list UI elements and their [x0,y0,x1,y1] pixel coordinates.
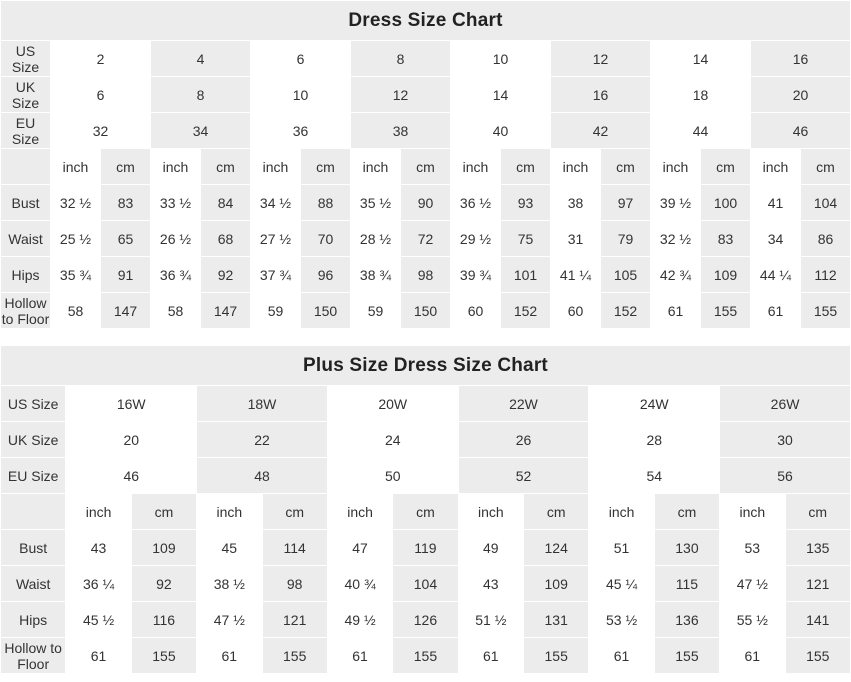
unit-cell: inch [589,494,654,530]
unit-cell: inch [720,494,785,530]
cell-value: 10 [251,77,351,113]
cell-value: 109 [131,530,196,566]
row-header: Hollow to Floor [1,294,50,327]
cell-value: 45 ½ [66,602,131,638]
unit-cell: cm [701,149,751,185]
cell-value: 46 [751,113,851,149]
cell-value: 61 [720,638,785,674]
table-row [1,638,851,674]
cell-value: 53 ½ [589,602,654,638]
table-row [1,422,851,458]
cell-value: 75 [501,221,551,257]
cell-value: 16 [751,41,851,77]
table-row [1,41,851,77]
cell-value: 98 [262,566,327,602]
cell-value: 52 [458,458,589,494]
unit-cell: cm [785,494,851,530]
cell-value: 38 [351,113,451,149]
table-row [1,566,851,602]
cell-value: 41 ¼ [551,257,601,293]
table-row [1,530,851,566]
cell-value: 86 [801,221,851,257]
cell-value: 61 [327,638,392,674]
cell-value: 155 [785,638,851,674]
cell-value: 59 [351,293,401,329]
row-header: US Size [1,41,51,77]
cell-value: 61 [66,638,131,674]
row-header [1,149,51,185]
cell-value: 12 [351,77,451,113]
cell-value: 51 ½ [458,602,523,638]
unit-cell: cm [601,149,651,185]
cell-value: 101 [501,257,551,293]
cell-value: 46 [66,458,197,494]
cell-value: 54 [589,458,720,494]
cell-value: 34 [751,221,801,257]
cell-value: 47 ½ [720,566,785,602]
cell-value: 31 [551,221,601,257]
cell-value: 16W [66,386,197,422]
cell-value: 60 [451,293,501,329]
unit-cell: cm [393,494,458,530]
cell-value: 35 ½ [351,185,401,221]
table-row [1,113,851,149]
cell-value: 84 [201,185,251,221]
row-header: Hips [1,257,51,293]
cell-value: 96 [301,257,351,293]
cell-value: 116 [131,602,196,638]
cell-value: 131 [524,602,589,638]
cell-value: 27 ½ [251,221,301,257]
unit-cell: inch [351,149,401,185]
cell-value: 83 [101,185,151,221]
cell-value: 70 [301,221,351,257]
cell-value: 155 [131,638,196,674]
unit-cell: cm [654,494,719,530]
cell-value: 55 ½ [720,602,785,638]
unit-cell: inch [151,149,201,185]
size-chart-table [0,345,851,674]
cell-value: 79 [601,221,651,257]
cell-value: 98 [401,257,451,293]
cell-value: 58 [151,293,201,329]
table-row [1,149,851,185]
unit-cell: inch [197,494,262,530]
unit-cell: cm [801,149,851,185]
chart-title: Dress Size Chart [1,1,851,41]
unit-cell: cm [131,494,196,530]
cell-value: 2 [51,41,151,77]
unit-cell: inch [551,149,601,185]
table-row [1,185,851,221]
cell-value: 121 [262,602,327,638]
cell-value: 33 ½ [151,185,201,221]
chart-title-row [1,1,851,41]
unit-cell: inch [751,149,801,185]
cell-value: 38 ¾ [351,257,401,293]
table-row [1,293,851,329]
cell-value: 39 ¾ [451,257,501,293]
cell-value: 6 [251,41,351,77]
cell-value: 38 [551,185,601,221]
chart-title: Plus Size Dress Size Chart [1,346,851,386]
row-header: Waist [1,221,51,257]
table-row [1,221,851,257]
cell-value: 109 [524,566,589,602]
cell-value: 36 ¼ [66,566,131,602]
unit-cell: inch [458,494,523,530]
cell-value: 124 [524,530,589,566]
cell-value: 59 [251,293,301,329]
cell-value: 44 [651,113,751,149]
cell-value: 147 [201,293,251,329]
cell-value: 8 [151,77,251,113]
cell-value: 135 [785,530,851,566]
cell-value: 47 [327,530,392,566]
cell-value: 58 [51,293,101,329]
cell-value: 51 [589,530,654,566]
cell-value: 92 [131,566,196,602]
unit-cell: cm [301,149,351,185]
cell-value: 72 [401,221,451,257]
cell-value: 14 [451,77,551,113]
cell-value: 34 ½ [251,185,301,221]
cell-value: 53 [720,530,785,566]
cell-value: 45 [197,530,262,566]
cell-value: 24 [327,422,458,458]
cell-value: 28 [589,422,720,458]
cell-value: 91 [101,257,151,293]
table-row [1,458,851,494]
cell-value: 43 [458,566,523,602]
unit-cell: cm [101,149,151,185]
cell-value: 155 [654,638,719,674]
cell-value: 35 ¾ [51,257,101,293]
cell-value: 6 [51,77,151,113]
chart-separator [0,329,851,345]
cell-value: 22 [197,422,328,458]
cell-value: 36 ¾ [151,257,201,293]
unit-cell: inch [51,149,101,185]
cell-value: 97 [601,185,651,221]
cell-value: 42 ¾ [651,257,701,293]
cell-value: 36 ½ [451,185,501,221]
cell-value: 24W [589,386,720,422]
cell-value: 130 [654,530,719,566]
row-header: UK Size [1,77,51,113]
cell-value: 44 ¼ [751,257,801,293]
cell-value: 28 ½ [351,221,401,257]
cell-value: 155 [801,293,851,329]
cell-value: 29 ½ [451,221,501,257]
cell-value: 49 ½ [327,602,392,638]
row-header: US Size [1,386,66,422]
cell-value: 42 [551,113,651,149]
cell-value: 155 [262,638,327,674]
cell-value: 92 [201,257,251,293]
cell-value: 90 [401,185,451,221]
cell-value: 12 [551,41,651,77]
unit-cell: cm [524,494,589,530]
cell-value: 10 [451,41,551,77]
cell-value: 50 [327,458,458,494]
size-chart-1 [0,0,851,329]
cell-value: 39 ½ [651,185,701,221]
cell-value: 61 [458,638,523,674]
cell-value: 65 [101,221,151,257]
cell-value: 41 [751,185,801,221]
cell-value: 48 [197,458,328,494]
cell-value: 150 [401,293,451,329]
cell-value: 83 [701,221,751,257]
cell-value: 45 ¼ [589,566,654,602]
size-chart-2 [0,345,851,674]
cell-value: 152 [601,293,651,329]
cell-value: 25 ½ [51,221,101,257]
cell-value: 155 [524,638,589,674]
row-header: EU Size [1,113,51,149]
table-row [1,602,851,638]
cell-value: 104 [393,566,458,602]
unit-cell: cm [501,149,551,185]
unit-cell: inch [451,149,501,185]
cell-value: 100 [701,185,751,221]
cell-value: 114 [262,530,327,566]
cell-value: 26 ½ [151,221,201,257]
cell-value: 61 [651,293,701,329]
cell-value: 8 [351,41,451,77]
cell-value: 38 ½ [197,566,262,602]
cell-value: 26W [720,386,851,422]
cell-value: 60 [551,293,601,329]
cell-value: 20W [327,386,458,422]
cell-value: 61 [589,638,654,674]
cell-value: 40 [451,113,551,149]
unit-cell: inch [251,149,301,185]
cell-value: 16 [551,77,651,113]
cell-value: 49 [458,530,523,566]
cell-value: 88 [301,185,351,221]
cell-value: 34 [151,113,251,149]
cell-value: 61 [751,293,801,329]
cell-value: 40 ¾ [327,566,392,602]
unit-cell: inch [651,149,701,185]
row-header: Hips [1,602,66,638]
cell-value: 141 [785,602,851,638]
row-header: Hollow to Floor [1,638,66,674]
cell-value: 147 [101,293,151,329]
cell-value: 155 [701,293,751,329]
cell-value: 18W [197,386,328,422]
row-header: Waist [1,566,66,602]
row-header: EU Size [1,458,66,494]
cell-value: 22W [458,386,589,422]
table-row [1,77,851,113]
row-header: UK Size [1,422,66,458]
cell-value: 30 [720,422,851,458]
cell-value: 20 [66,422,197,458]
cell-value: 4 [151,41,251,77]
table-row [1,386,851,422]
unit-cell: inch [327,494,392,530]
size-chart-table [0,0,851,329]
row-header [1,494,66,530]
table-row [1,494,851,530]
cell-value: 18 [651,77,751,113]
cell-value: 32 ½ [51,185,101,221]
cell-value: 93 [501,185,551,221]
unit-cell: cm [401,149,451,185]
row-header: Bust [1,185,51,221]
chart-title-row [1,346,851,386]
cell-value: 104 [801,185,851,221]
cell-value: 47 ½ [197,602,262,638]
cell-value: 61 [197,638,262,674]
cell-value: 26 [458,422,589,458]
cell-value: 32 [51,113,151,149]
cell-value: 112 [801,257,851,293]
cell-value: 109 [701,257,751,293]
unit-cell: cm [201,149,251,185]
cell-value: 43 [66,530,131,566]
cell-value: 20 [751,77,851,113]
cell-value: 126 [393,602,458,638]
cell-value: 32 ½ [651,221,701,257]
cell-value: 14 [651,41,751,77]
cell-value: 119 [393,530,458,566]
cell-value: 115 [654,566,719,602]
cell-value: 36 [251,113,351,149]
unit-cell: inch [66,494,131,530]
row-header: Bust [1,530,66,566]
cell-value: 150 [301,293,351,329]
table-row [1,257,851,293]
cell-value: 152 [501,293,551,329]
cell-value: 121 [785,566,851,602]
cell-value: 56 [720,458,851,494]
cell-value: 136 [654,602,719,638]
cell-value: 37 ¾ [251,257,301,293]
cell-value: 68 [201,221,251,257]
cell-value: 105 [601,257,651,293]
cell-value: 155 [393,638,458,674]
unit-cell: cm [262,494,327,530]
